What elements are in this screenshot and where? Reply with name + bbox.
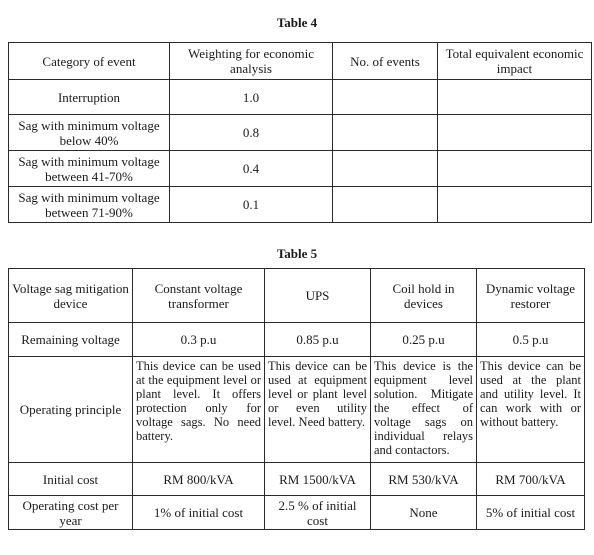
cvt-cell: 0.3 p.u (133, 323, 265, 357)
weighting-cell: 0.1 (170, 187, 333, 223)
cvt-cell: RM 800/kVA (133, 463, 265, 496)
table-4-caption: Table 4 (276, 15, 318, 30)
table-header-row (9, 269, 585, 323)
impact-cell (438, 115, 592, 151)
coil-hold-cell: 0.25 p.u (371, 323, 477, 357)
dvr-cell: This device can be used at the plant and utility level. It can work with or without battery. (477, 357, 585, 463)
table-row (9, 463, 585, 496)
category-cell: Sag with minimum voltage between 41-70% (9, 151, 170, 187)
cvt-cell: 1% of initial cost (133, 496, 265, 530)
ups-cell: This device can be used at equipment level or plant level or even utility level. Need battery. (265, 357, 371, 463)
category-cell: Interruption (9, 80, 170, 115)
dvr-cell: 0.5 p.u (477, 323, 585, 357)
impact-cell (438, 80, 592, 115)
coil-hold-cell: None (371, 496, 477, 530)
events-cell (333, 187, 438, 223)
impact-cell (438, 151, 592, 187)
table-row (9, 115, 592, 151)
header-category: Category of event (9, 43, 170, 80)
category-cell: Sag with minimum voltage between 71-90% (9, 187, 170, 223)
header-impact: Total equivalent economic impact (438, 43, 592, 80)
weighting-cell: 0.4 (170, 151, 333, 187)
cvt-cell: This device can be used at the equipment level or plant level. It offers protection only for voltage sags. No need battery. (133, 357, 265, 463)
impact-cell (438, 187, 592, 223)
ups-cell: RM 1500/kVA (265, 463, 371, 496)
ups-cell: 2.5 % of initial cost (265, 496, 371, 530)
table-5-caption: Table 5 (276, 246, 318, 261)
table-row (9, 187, 592, 223)
header-ups: UPS (265, 269, 371, 323)
header-coil-hold: Coil hold in devices (371, 269, 477, 323)
header-dvr: Dynamic voltage restorer (477, 269, 585, 323)
row-label: Operating principle (9, 357, 133, 463)
row-label: Initial cost (9, 463, 133, 496)
header-cvt: Constant voltage transformer (133, 269, 265, 323)
table-row (9, 357, 585, 463)
row-label: Remaining voltage (9, 323, 133, 357)
table-5 (8, 268, 585, 530)
weighting-cell: 1.0 (170, 80, 333, 115)
row-label: Operating cost per year (9, 496, 133, 530)
weighting-cell: 0.8 (170, 115, 333, 151)
category-cell: Sag with minimum voltage below 40% (9, 115, 170, 151)
events-cell (333, 115, 438, 151)
dvr-cell: RM 700/kVA (477, 463, 585, 496)
table-4 (8, 42, 592, 223)
dvr-cell: 5% of initial cost (477, 496, 585, 530)
header-weighting: Weighting for economic analysis (170, 43, 333, 80)
table-row (9, 496, 585, 530)
coil-hold-cell: This device is the equipment level solution. Mitigate the effect of voltage sags on individual relays and contactors. (371, 357, 477, 463)
events-cell (333, 151, 438, 187)
table-row (9, 323, 585, 357)
table-header-row (9, 43, 592, 80)
header-device: Voltage sag mitigation device (9, 269, 133, 323)
coil-hold-cell: RM 530/kVA (371, 463, 477, 496)
header-events: No. of events (333, 43, 438, 80)
table-row (9, 151, 592, 187)
ups-cell: 0.85 p.u (265, 323, 371, 357)
table-row (9, 80, 592, 115)
events-cell (333, 80, 438, 115)
